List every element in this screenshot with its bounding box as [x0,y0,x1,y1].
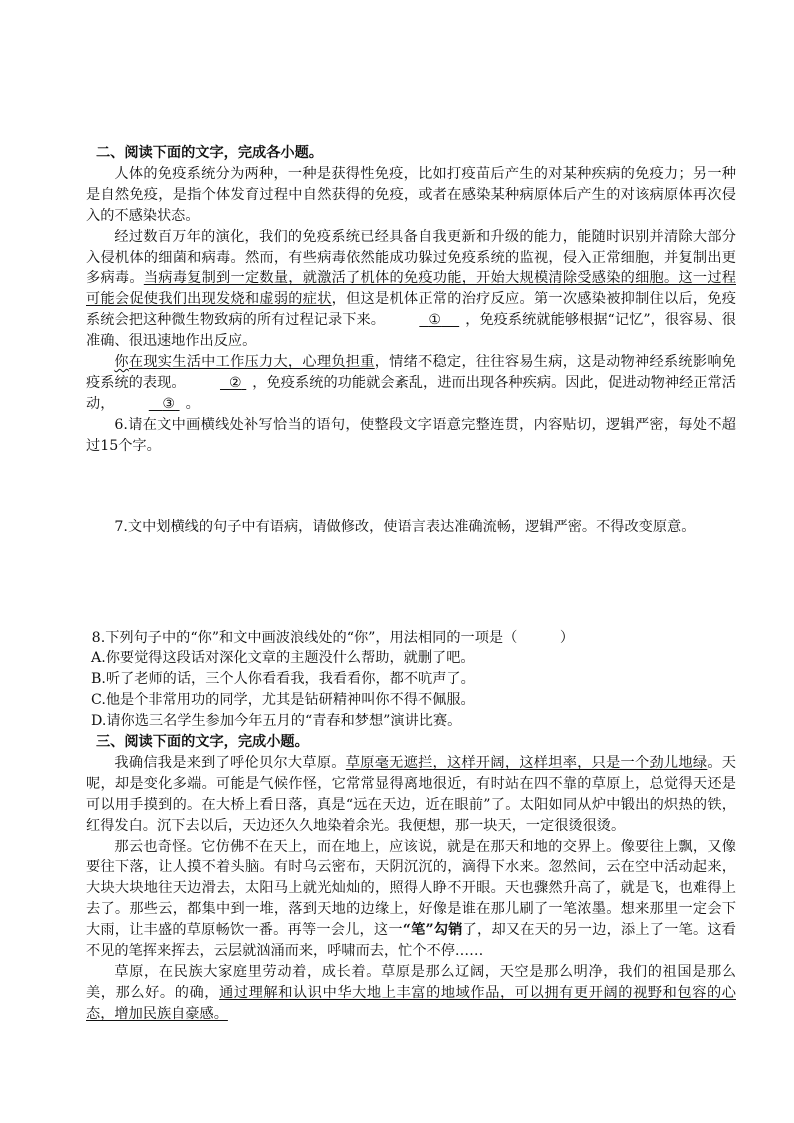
question-7: 7.文中划横线的句子中有语病，请做修改，使语言表达准确流畅，逻辑严密。不得改变原意。 [114,518,696,535]
underlined-sentence: 当病毒复制到一定数量，就激活了机体的免疫功能，开始大规模清除受感染的细胞。这一过程可能会促使我们出现发烧和虚弱的症状 [86,270,736,308]
fill-blank-1[interactable] [385,310,465,331]
paragraph-text: 。天呢，却是变化多端。可能是气候作怪，它常常显得离地很近，有时站在四不靠的草原上，总觉得天还是可以用手摸到的。在大桥上看日落，真是“远在天边，近在眼前”了。太阳如同从炉中锻出的炽热的铁，红得发白。沉下去以后，天边还久久地染着余光。我便想，那一块天，一定很烫很烫。 [86,754,736,834]
paragraph-text: ，情绪不稳定，往往容易生病，这是动物神经系统影响免疫系统的表现。 [86,354,736,391]
paragraph-text: ，但这是机体正常的治疗反应。第一次感染被抑制住以后，免疫系统会把这种微生物致病的所有过程记录下来。 [86,291,736,329]
option-b[interactable]: B.听了老师的话，三个人你看看我，我看看你，都不吭声了。 [90,671,475,688]
option-a[interactable]: A.你要觉得这段话对深化文章的主题没什么帮助，就删了吧。 [90,650,475,667]
section-2-paragraph-2 [86,227,736,352]
paragraph-text: ，免疫系统的功能就会紊乱，进而出现各种疾病。因此，促进动物神经正常活动， [86,374,736,412]
underlined-sentence: 草原毫无遮拦，这样开阔，这样坦率，只是一个劲儿地绿 [345,754,708,771]
underlined-sentence: 通过理解和认识中华大地上丰富的地域作品，可以拥有更开阔的视野和包容的心态，增加民族自豪感。 [86,984,736,1022]
answer-space[interactable] [86,538,736,628]
section-2-heading: 二、阅读下面的文字，完成各小题。 [95,145,323,161]
underlined-phrase: 在现实生活中工作压力大，心理负担重 [128,354,375,371]
section-3-paragraph-2 [86,837,736,962]
section-3-paragraph-3 [86,962,736,1025]
blank-number: ③ [162,395,176,412]
paragraph-text: 我确信我是来到了呼伦贝尔大草原。 [114,754,346,771]
question-6: 6.请在文中画横线处补写恰当的语句，使整段文字语意完整连贯，内容贴切，逻辑严密，每处不超过15个字。 [86,416,736,454]
option-c[interactable]: C.他是个非常用功的同学，尤其是钻研精神叫你不得不佩服。 [90,692,475,709]
section-2-paragraph-3 [86,352,736,415]
fill-blank-3[interactable] [114,394,185,415]
paragraph-text: 了，却又在天的另一边，添上了一笔。这看不见的笔挥来挥去，云层就汹涌而来，呼啸而去，忙个不停…… [86,922,736,960]
question-8: 8.下列句子中的“你”和文中画波浪线处的“你”，用法相同的一项是（ ） [91,629,575,646]
section-2-paragraph-1: 人体的免疫系统分为两种，一种是获得性免疫，比如打疫苗后产生的对某种疾病的免疫力；另一种是自然免疫，是指个体发育过程中自然获得的免疫，或者在感染某种病原体后产生的对该病原体再次侵入的不感染状态。 [86,165,736,224]
bold-phrase: “笔”勾销 [402,922,463,939]
paragraph-text: ，免疫系统就能够根据“记忆”，很容易、很准确、很迅速地作出反应。 [86,312,736,350]
document-page [86,143,736,1025]
section-3-paragraph-1 [86,753,736,837]
paragraph-text: 那云也奇怪。它仿佛不在天上，而在地上，应该说，就是在那天和地的交界上。像要往上飘，又像要往下落，让人摸不着头脑。有时乌云密布，天阴沉沉的，滴得下水来。忽然间，云在空中活动起来，大块大块地往天边滑去，太阳马上就光灿灿的，照得人睁不开眼。天也骤然升高了，就是飞，也难得上去了。那些云，都集中到一堆，落到天地的边缘上，好像是谁在那儿刷了一笔浓墨。想来那里一定会下大雨，让丰盛的草原畅饮一番。再等一会儿，这一 [86,838,736,939]
blank-number: ② [229,374,242,391]
paragraph-text: 经过数百万年的演化，我们的免疫系统已经具备自我更新和升级的能力，能随时识别并清除大部分入侵机体的细菌和病毒。然而，有些病毒依然能成功躲过免疫系统的监视，侵入正常细胞，并复制出更多病毒。 [86,228,736,287]
wavy-underlined-word: 你 [114,354,129,371]
answer-space[interactable] [86,457,736,517]
option-d[interactable]: D.请你选三名学生参加今年五月的“青春和梦想”演讲比赛。 [90,713,462,730]
paragraph-text: 草原，在民族大家庭里劳动着，成长着。草原是那么辽阔，天空是那么明净，我们的祖国是那么美，那么好。的确， [86,964,736,1001]
blank-number: ① [428,312,442,329]
fill-blank-2[interactable] [186,373,253,394]
paragraph-text: 。 [185,395,200,412]
section-3-heading: 三、阅读下面的文字，完成小题。 [95,734,309,751]
